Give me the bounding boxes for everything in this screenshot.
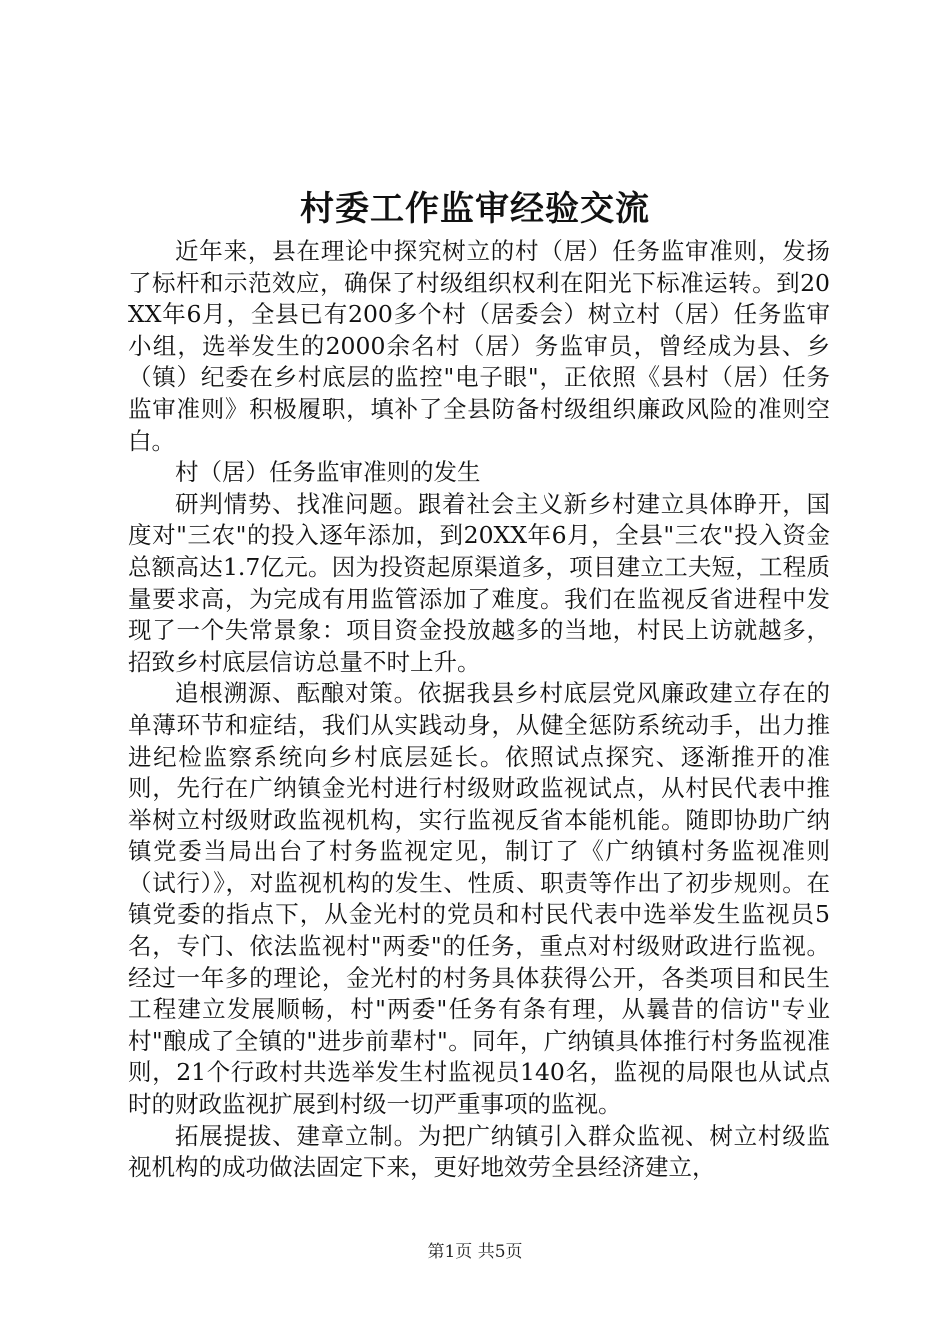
page-footer: 第1页 共5页: [427, 1242, 523, 1262]
paragraph-intro: 近年来，县在理论中探究树立的村（居）任务监审准则，发扬了标杆和示范效应，确保了村级组织权利在阳光下标准运转。到20XX年6月，全县已有200多个村（居委会）树立村（居）任务监审小组，选举发生的2000余名村（居）务监审员，曾经成为县、乡（镇）纪委在乡村底层的监控"电子眼"，正依照《县村（居）任务监审准则》积极履职，填补了全县防备村级组织廉政风险的准则空白。: [128, 237, 830, 455]
document-body: [128, 236, 830, 1184]
document-title: 村委工作监审经验交流: [300, 189, 650, 229]
section-heading: 村（居）任务监审准则的发生: [175, 458, 481, 487]
paragraph-expansion: 拓展提拔、建章立制。为把广纳镇引入群众监视、树立村级监视机构的成功做法固定下来，更好地效劳全县经济建立，: [128, 1121, 830, 1182]
paragraph-analysis: 研判情势、找准问题。跟着社会主义新乡村建立具体睁开，国度对"三农"的投入逐年添加，到20XX年6月，全县"三农"投入资金总额高达1.7亿元。因为投资起原渠道多，项目建立工夫短，工程质量要求高，为完成有用监管添加了难度。我们在监视反省进程中发现了一个失常景象：项目资金投放越多的当地，村民上访就越多，招致乡村底层信访总量不时上升。: [128, 489, 830, 676]
paragraph-countermeasures: 追根溯源、酝酿对策。依据我县乡村底层党风廉政建立存在的单薄环节和症结，我们从实践动身，从健全惩防系统动手，出力推进纪检监察系统向乡村底层延长。依照试点探究、逐渐推开的准则，先行在广纳镇金光村进行村级财政监视试点，从村民代表中推举树立村级财政监视机构，实行监视反省本能机能。随即协助广纳镇党委当局出台了村务监视定见，制订了《广纳镇村务监视准则（试行）》，对监视机构的发生、性质、职责等作出了初步规则。在镇党委的指点下，从金光村的党员和村民代表中选举发生监视员5名，专门、依法监视村"两委"的任务，重点对村级财政进行监视。经过一年多的理论，金光村的村务具体获得公开，各类项目和民生工程建立发展顺畅，村"两委"任务有条有理，从曩昔的信访"专业村"酿成了全镇的"进步前辈村"。同年，广纳镇具体推行村务监视准则，21个行政村共选举发生村监视员140名，监视的局限也从试点时的财政监视扩展到村级一切严重事项的监视。: [128, 679, 830, 1119]
